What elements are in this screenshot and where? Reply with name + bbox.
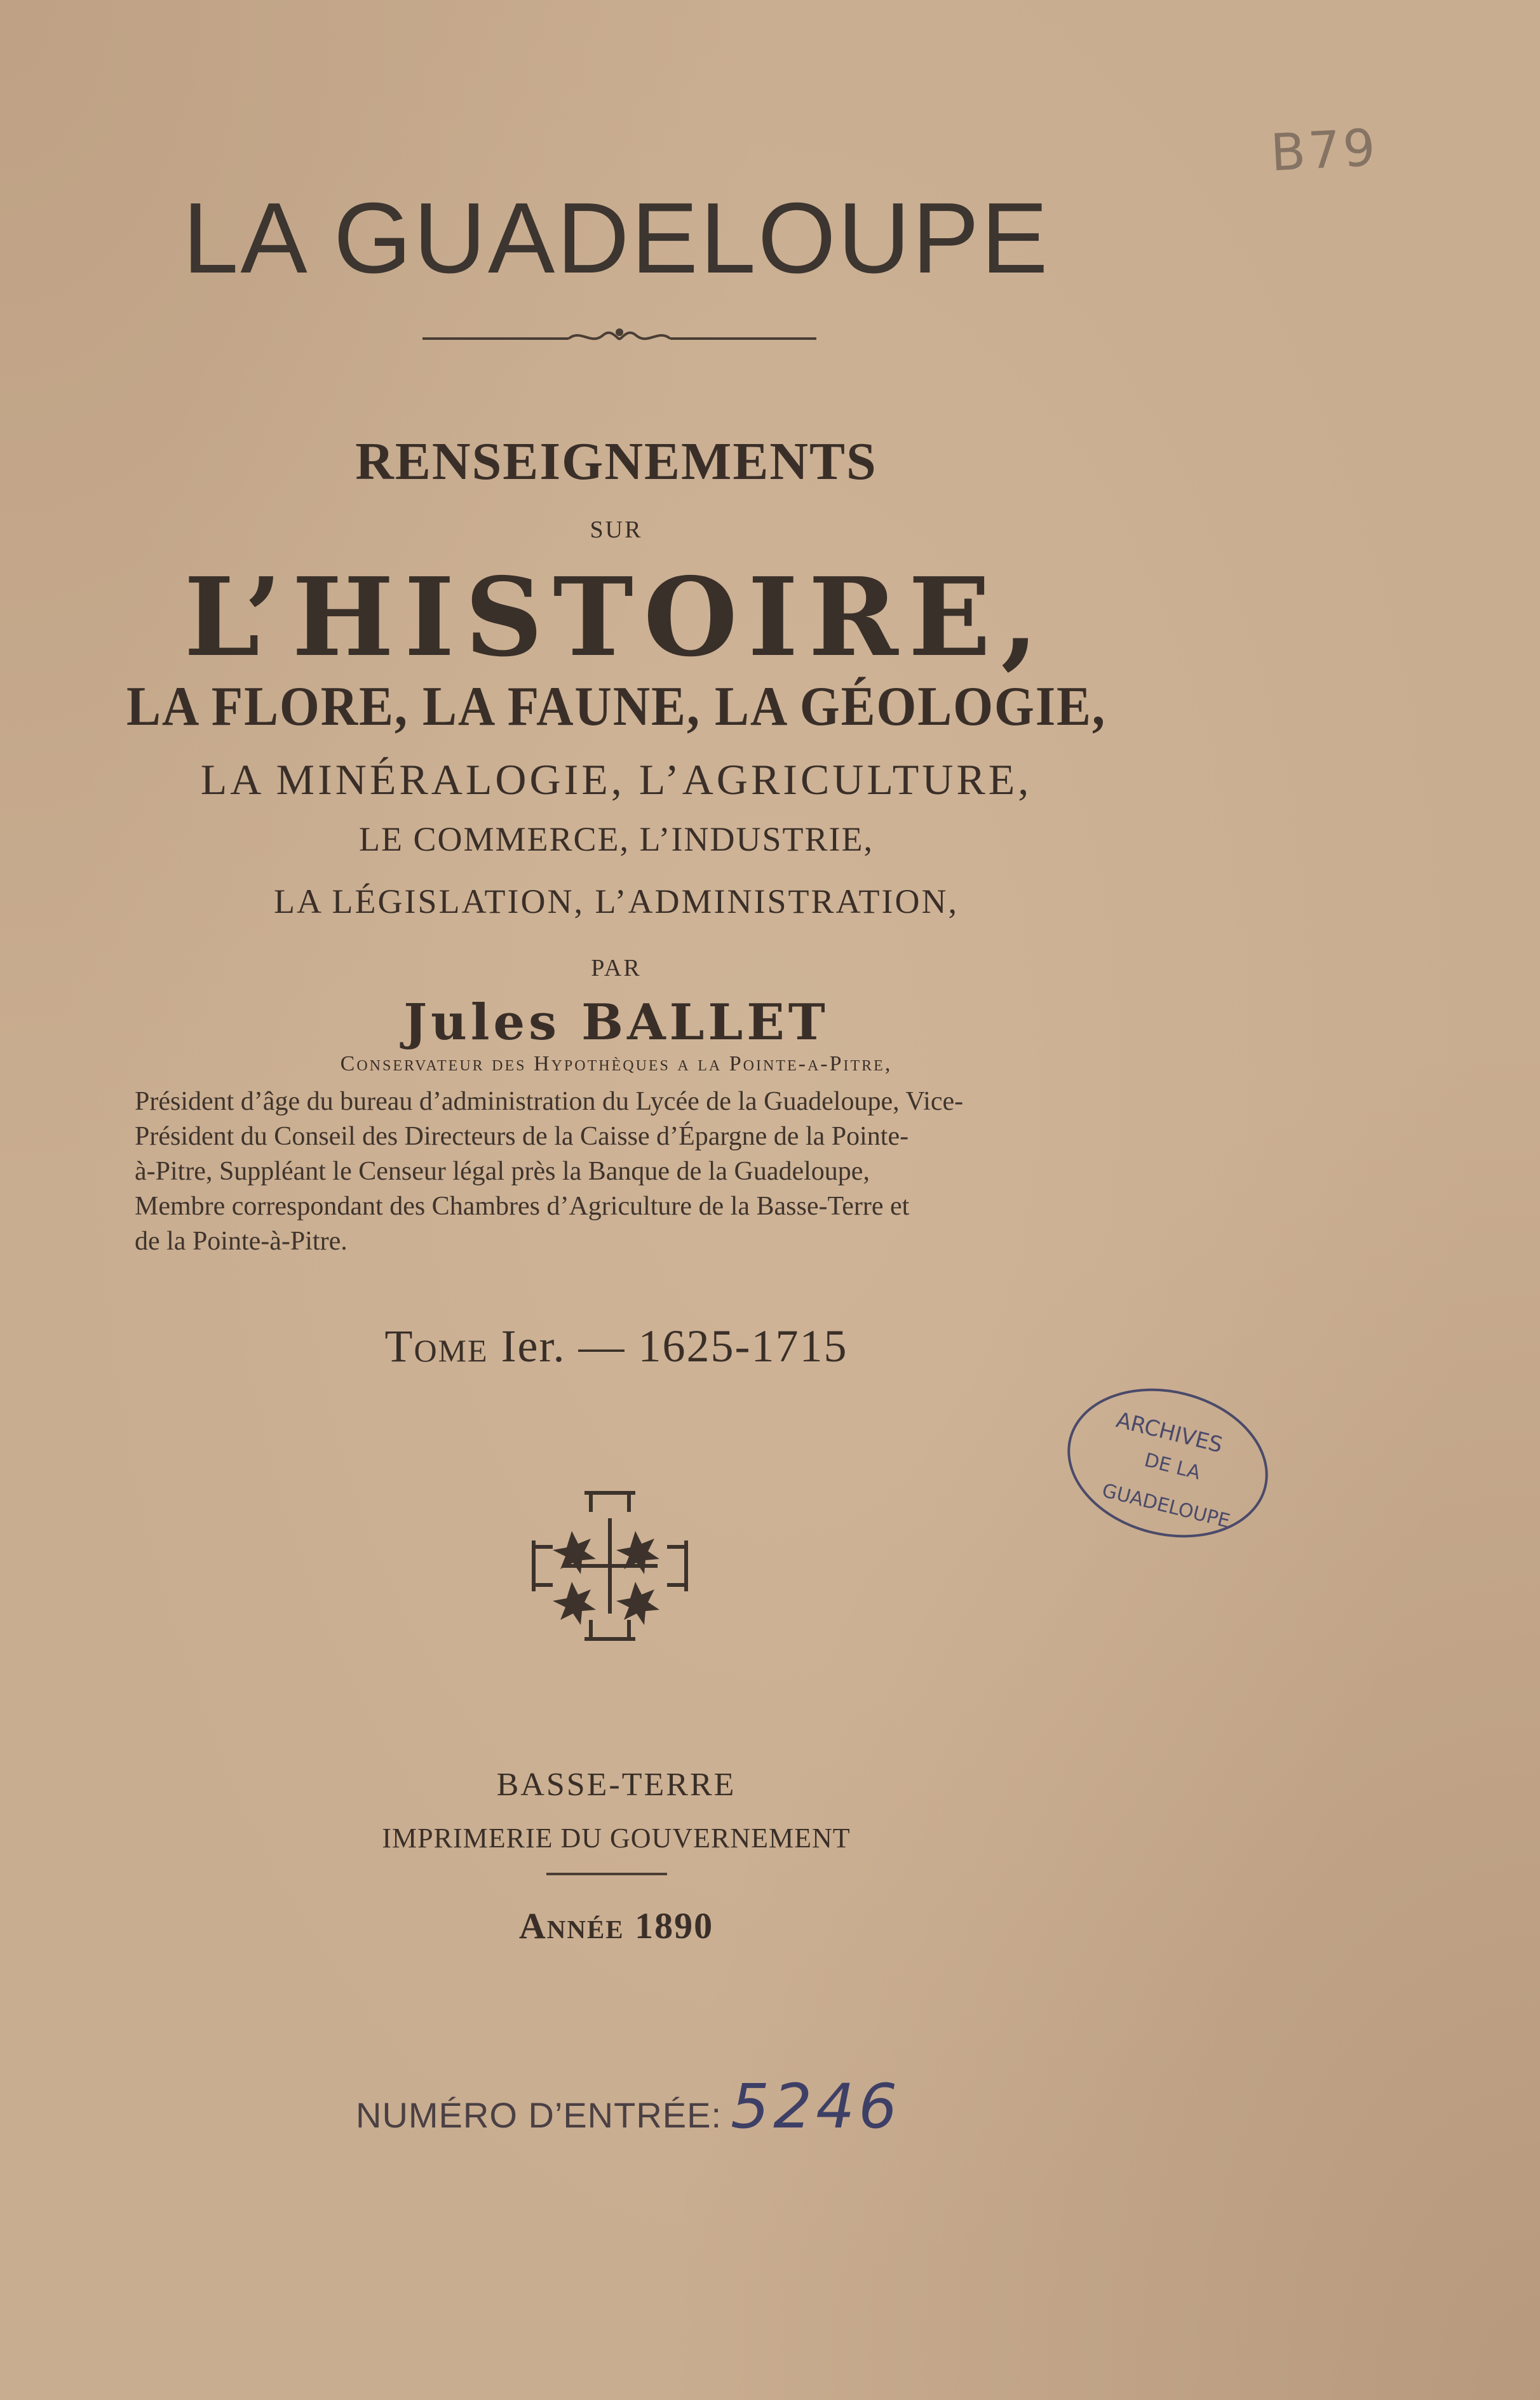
label-sur: SUR xyxy=(590,516,643,543)
subject-line-legislation: LA LÉGISLATION, L’ADMINISTRATION, xyxy=(274,882,959,920)
entry-number-line xyxy=(356,2071,901,2142)
publication-year xyxy=(0,1904,1233,1947)
volume-line xyxy=(0,1320,1233,1373)
publisher-rule xyxy=(546,1873,667,1875)
stamp-middle-text: DE LA xyxy=(1142,1448,1203,1485)
credentials-line: à-Pitre, Suppléant le Censeur légal près la Banque de la Guadeloupe, xyxy=(135,1157,870,1186)
volume-dates: — 1625-1715 xyxy=(578,1321,848,1372)
printers-ornament xyxy=(527,1480,692,1652)
author-title: Conservateur des Hypothèques a la Pointe-a-Pitre, xyxy=(340,1052,893,1075)
subject-line-commerce: LE COMMERCE, L’INDUSTRIE, xyxy=(358,820,874,858)
publisher-city: BASSE-TERRE xyxy=(496,1767,736,1803)
subtitle-renseignements: RENSEIGNEMENTS xyxy=(355,432,877,491)
author-name: Jules BALLET xyxy=(403,994,829,1051)
credentials-line: de la Pointe-à-Pitre. xyxy=(135,1227,348,1256)
title-ornament-rule xyxy=(422,321,816,353)
volume-tome: Tome xyxy=(384,1321,489,1372)
year-value: 1890 xyxy=(635,1905,714,1946)
publisher-name: IMPRIMERIE DU GOUVERNEMENT xyxy=(382,1823,851,1854)
author-credentials xyxy=(135,1084,1093,1259)
credentials-line: Président du Conseil des Directeurs de la Caisse d’Épargne de la Pointe- xyxy=(135,1122,909,1151)
credentials-line: Président d’âge du bureau d’administration du Lycée de la Guadeloupe, Vice- xyxy=(135,1087,964,1116)
entry-number-handwritten: 5246 xyxy=(731,2071,902,2142)
volume-number: Ier. xyxy=(501,1321,566,1372)
archives-stamp xyxy=(1060,1377,1276,1549)
entry-number-label: NUMÉRO D’ENTRÉE: xyxy=(356,2095,722,2135)
title-histoire: L’HISTOIRE, xyxy=(184,554,1049,681)
year-label: Année xyxy=(518,1905,625,1946)
call-number-handwritten: B79 xyxy=(1269,118,1380,183)
subject-line-flore: LA FLORE, LA FAUNE, LA GÉOLOGIE, xyxy=(126,676,1106,738)
stamp-top-text: ARCHIVES xyxy=(1113,1407,1226,1459)
main-title: LA GUADELOUPE xyxy=(182,182,1050,294)
credentials-line: Membre correspondant des Chambres d’Agriculture de la Basse-Terre et xyxy=(135,1192,910,1221)
stamp-bottom-text: GUADELOUPE xyxy=(1100,1479,1233,1533)
label-par: PAR xyxy=(591,955,642,981)
subject-line-mineralogie: LA MINÉRALOGIE, L’AGRICULTURE, xyxy=(200,755,1032,804)
